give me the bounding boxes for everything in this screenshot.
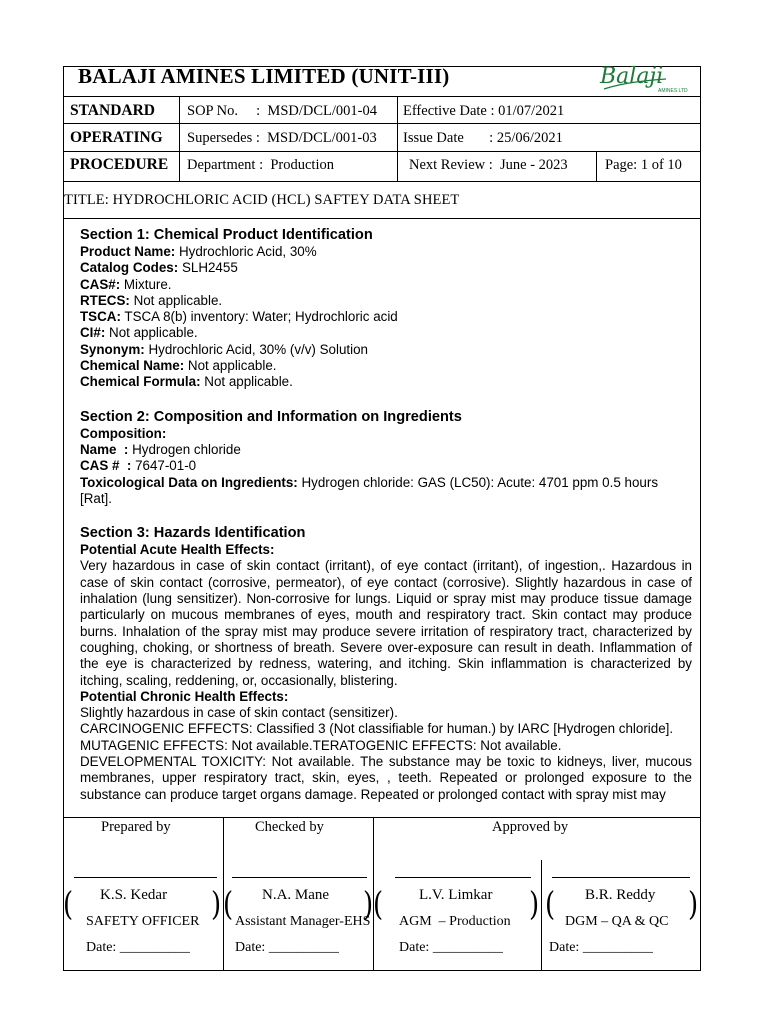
rule-content-bottom (63, 817, 701, 818)
rule-col2 (397, 96, 398, 181)
signatory-role-4: DGM – QA & QC (565, 914, 669, 929)
bracket-open-3: ( (373, 886, 384, 924)
spacer (80, 391, 692, 409)
chronic-line-3: MUTAGENIC EFFECTS: Not available.TERATOGENIC EFFECTS: Not available. (80, 737, 562, 753)
signature-date-2: Date: __________ (235, 940, 339, 955)
section3-heading: Section 3: Hazards Identification (80, 525, 306, 542)
field-catalog-codes: Catalog Codes: SLH2455 (80, 260, 238, 276)
rule-header-bottom (63, 181, 701, 182)
signature-line-2 (232, 877, 367, 878)
effective-date: Effective Date : 01/07/2021 (403, 103, 565, 119)
label-procedure: PROCEDURE (70, 156, 169, 173)
logo-wordmark: Balaji (600, 64, 664, 89)
rule-sig3 (541, 860, 542, 971)
rule-header-top (63, 96, 701, 97)
field-synonym: Synonym: Hydrochloric Acid, 30% (v/v) Solution (80, 341, 369, 357)
ingredient-name: Name : Hydrogen chloride (80, 441, 241, 457)
chronic-effects-label: Potential Chronic Health Effects: (80, 688, 289, 704)
logo-graphic (596, 59, 700, 95)
signature-date-1: Date: __________ (86, 940, 190, 955)
department: Department : Production (187, 157, 334, 173)
field-product-name: Product Name: Hydrochloric Acid, 30% (80, 244, 317, 259)
field-chemical-formula: Chemical Formula: Not applicable. (80, 374, 293, 390)
signatory-name-1: K.S. Kedar (100, 887, 168, 903)
section1-heading: Section 1: Chemical Product Identification (80, 227, 373, 243)
signatory-name-2: N.A. Mane (262, 887, 330, 903)
signatory-name-3: L.V. Limkar (419, 887, 493, 903)
bracket-close-4: ) (688, 886, 699, 924)
bracket-open-4: ( (545, 886, 556, 924)
signature-line-3 (395, 877, 531, 878)
signatory-role-1: SAFETY OFFICER (86, 914, 200, 929)
field-tsca: TSCA: TSCA 8(b) inventory: Water; Hydrochloric acid (80, 309, 398, 325)
field-chemical-name: Chemical Name: Not applicable. (80, 358, 277, 374)
company-name: BALAJI AMINES LIMITED (UNIT-III) (78, 64, 450, 88)
signature-date-4: Date: __________ (549, 940, 653, 955)
label-operating: OPERATING (70, 129, 163, 146)
chronic-line-4: DEVELOPMENTAL TOXICITY: Not available. The substance may be toxic to kidneys, liver, mucous membranes, upper respiratory tract, skin, eyes, , teeth. Repeated or prolonged exposure to the substance can produce target organs damage. Repeated or prolonged contact with spray mist may (80, 754, 692, 802)
bracket-open-1: ( (63, 886, 74, 924)
supersedes: Supersedes : MSD/DCL/001-03 (187, 130, 377, 146)
bracket-close-3: ) (529, 886, 540, 924)
checked-by-label: Checked by (255, 819, 324, 835)
prepared-by-label: Prepared by (101, 819, 171, 835)
composition-label: Composition: (80, 425, 167, 441)
sop-number: SOP No. : MSD/DCL/001-04 (187, 103, 378, 119)
spacer (80, 507, 692, 525)
signatory-role-2: Assistant Manager-EHS (235, 914, 371, 929)
rule-header-row1 (63, 123, 701, 124)
signature-line-1 (74, 877, 217, 878)
bracket-close-1: ) (211, 886, 222, 924)
toxicological-data: Toxicological Data on Ingredients: Hydrogen chloride: GAS (LC50): Acute: 4701 ppm 0.5 hours [Rat]. (80, 474, 659, 506)
section2-heading: Section 2: Composition and Information on Ingredients (80, 408, 462, 425)
chronic-line-2: CARCINOGENIC EFFECTS: Classified 3 (Not classifiable for human.) by IARC [Hydrogen chloride]. (80, 721, 674, 737)
chronic-line-1: Slightly hazardous in case of skin contact (sensitizer). (80, 705, 398, 721)
label-standard: STANDARD (70, 102, 155, 119)
acute-effects-text: Very hazardous in case of skin contact (irritant), of eye contact (irritant), of ingestion,. Hazardous in case of skin contact (corrosive, permeator), of eye contact (corrosive). Slightly hazardous in case of inhalation (lung sensitizer). Non-corrosive for lungs. Liquid or spray mist may produce tissue damage particularly on mucous membranes of eyes, mouth and respiratory tract. Skin contact may produce burns. Inhalation of the spray mist may produce severe irritation of respiratory tract, characterized by coughing, choking, or shortness of breath. Severe over-exposure can result in death. Inflammation of the eye is characterized by redness, watering, and itching. Skin inflammation is characterized by itching, scaling, reddening, or, occasionally, blistering. (80, 558, 692, 688)
rule-title-bottom (63, 218, 701, 219)
approved-by-label: Approved by (492, 819, 569, 835)
rule-header-row2 (63, 151, 701, 152)
field-cas: CAS#: Mixture. (80, 276, 172, 292)
document-title: TITLE: HYDROCHLORIC ACID (HCL) SAFTEY DATA SHEET (64, 192, 460, 208)
bracket-close-2: ) (363, 886, 374, 924)
issue-date: Issue Date : 25/06/2021 (403, 130, 563, 146)
field-rtecs: RTECS: Not applicable. (80, 292, 223, 308)
signatory-role-3: AGM – Production (399, 914, 511, 929)
signatory-name-4: B.R. Reddy (585, 887, 656, 903)
field-ci: CI#: Not applicable. (80, 325, 198, 341)
rule-col3 (596, 151, 597, 181)
logo-subtext: AMINES LTD (658, 88, 688, 94)
signature-date-3: Date: __________ (399, 940, 503, 955)
ingredient-cas: CAS # : 7647-01-0 (80, 458, 197, 474)
next-review: Next Review : June - 2023 (409, 157, 568, 173)
rule-col1 (179, 96, 180, 181)
page-number: Page: 1 of 10 (605, 157, 682, 173)
acute-effects-label: Potential Acute Health Effects: (80, 542, 275, 558)
signature-line-4 (552, 877, 690, 878)
sds-content (80, 227, 692, 803)
company-logo (596, 59, 700, 95)
bracket-open-2: ( (223, 886, 234, 924)
